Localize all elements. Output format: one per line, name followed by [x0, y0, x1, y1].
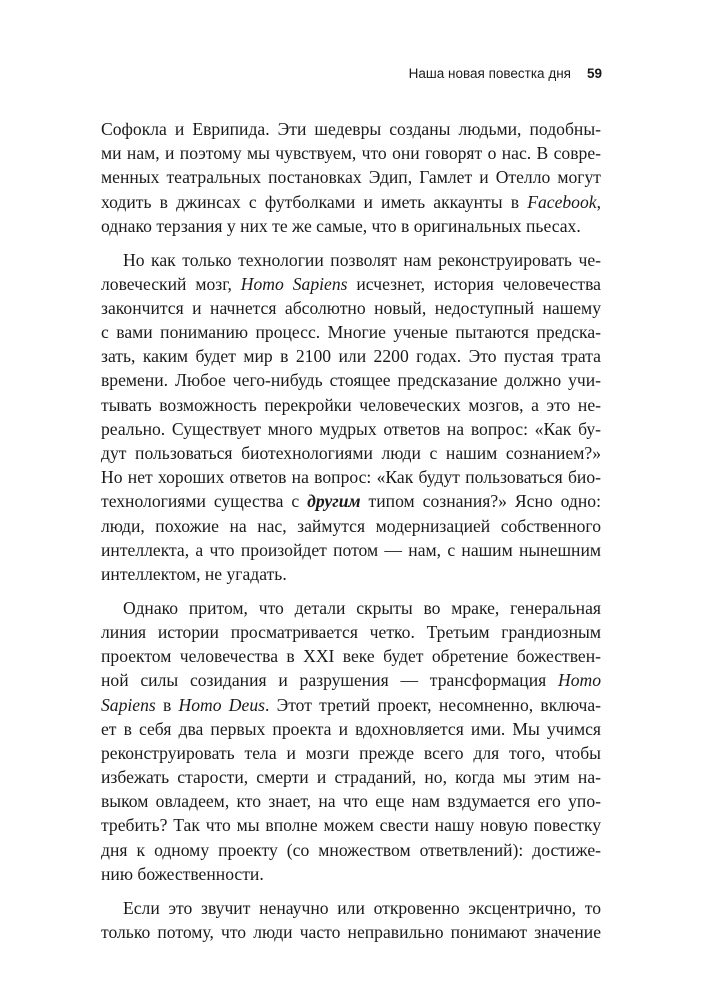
text-line [101, 489, 601, 513]
text-line: Но как только технологии позволят нам реконструировать че- [123, 249, 601, 270]
page-number: 59 [586, 66, 602, 81]
text-line: люди, похожие на нас, займутся модернизацией собственного [101, 515, 601, 536]
text-line: выком овладеем, кто знает, на что еще нам вздумается его упо- [101, 791, 601, 812]
italic-homo-deus: Homo Deus [178, 694, 265, 715]
text-line [101, 272, 601, 296]
text-line: дут пользоваться биотехнологиями люди с нашим сознанием?» [101, 443, 601, 464]
text-line [101, 668, 601, 692]
text-line: Если это звучит ненаучно или откровенно эксцентрично, то [123, 897, 601, 918]
text-fragment: ходить в джинсах с футболками и иметь аккаунты в [101, 191, 528, 212]
italic-sapiens: Sapiens [101, 694, 156, 715]
text-fragment: типом сознания?» Ясно одно: [360, 491, 601, 512]
text-line: тывать возможность перекройки человеческих мозгов, а это не- [101, 394, 601, 415]
text-line [101, 693, 601, 717]
text-line: Но нет хороших ответов на вопрос: «Как будут пользоваться био- [101, 467, 601, 488]
body-text [101, 117, 601, 944]
text-line: реконструировать тела и мозги прежде всего для того, чтобы [101, 742, 601, 763]
text-line: однако терзания у них те же самые, что в оригинальных пьесах. [101, 215, 581, 236]
italic-facebook: Facebook [527, 191, 597, 212]
running-header [100, 66, 602, 82]
text-line: линия истории просматривается четко. Третьим грандиозным [101, 621, 601, 642]
chapter-title: Наша новая повестка дня [408, 66, 571, 81]
text-line: зать, каким будет мир в 2100 или 2200 годах. Это пустая трата [101, 346, 601, 367]
text-line: требить? Так что мы вполне можем свести нашу новую повестку [101, 815, 601, 836]
text-fragment: ной силы созидания и разрушения — трансформация [101, 670, 558, 691]
text-fragment: в [155, 694, 179, 715]
text-line: ет в себя два первых проекта и вдохновляется ими. Мы учимся [101, 718, 601, 739]
text-line: времени. Любое чего-нибудь стоящее предсказание должно учи- [101, 370, 601, 391]
text-line: проектом человечества в XXI веке будет обретение божествен- [101, 646, 601, 667]
bold-italic-drugim: другим [307, 491, 361, 512]
text-line: дня к одному проекту (со множеством ответвлений): достиже- [101, 839, 601, 860]
text-fragment: технологиями существа с [101, 491, 308, 512]
text-fragment: ловеческий мозг, [101, 273, 241, 294]
text-line: ми нам, и поэтому мы чувствуем, что они говорят о нас. В совре- [101, 143, 601, 164]
text-line: интеллектом, не угадать. [101, 563, 287, 584]
text-line: с вами пониманию процесс. Многие ученые пытаются предска- [101, 322, 601, 343]
text-line [101, 190, 601, 214]
text-line: Однако притом, что детали скрыты во мраке, генеральная [123, 597, 601, 618]
text-line: реально. Существует много мудрых ответов на вопрос: «Как бу- [101, 418, 601, 439]
text-line: интеллекта, а что произойдет потом — нам, с нашим нынешним [101, 539, 601, 560]
text-fragment: . Этот третий проект, несомненно, включа- [264, 694, 601, 715]
text-line: только потому, что люди часто неправильно понимают значение [101, 921, 601, 942]
text-line: Софокла и Еврипида. Эти шедевры созданы людьми, подобны- [101, 119, 601, 139]
text-fragment: , [596, 191, 601, 212]
italic-homo: Homo [557, 670, 601, 691]
text-line: менных театральных постановках Эдип, Гамлет и Отелло могут [101, 167, 601, 188]
text-fragment: исчезнет, история человечества [347, 273, 601, 294]
text-line: закончится и начнется абсолютно новый, недоступный нашему [101, 297, 601, 318]
text-line: избежать старости, смерти и страданий, но, когда мы этим на- [101, 767, 601, 788]
italic-homo-sapiens: Homo Sapiens [240, 273, 348, 294]
text-line: нию божественности. [101, 863, 264, 884]
